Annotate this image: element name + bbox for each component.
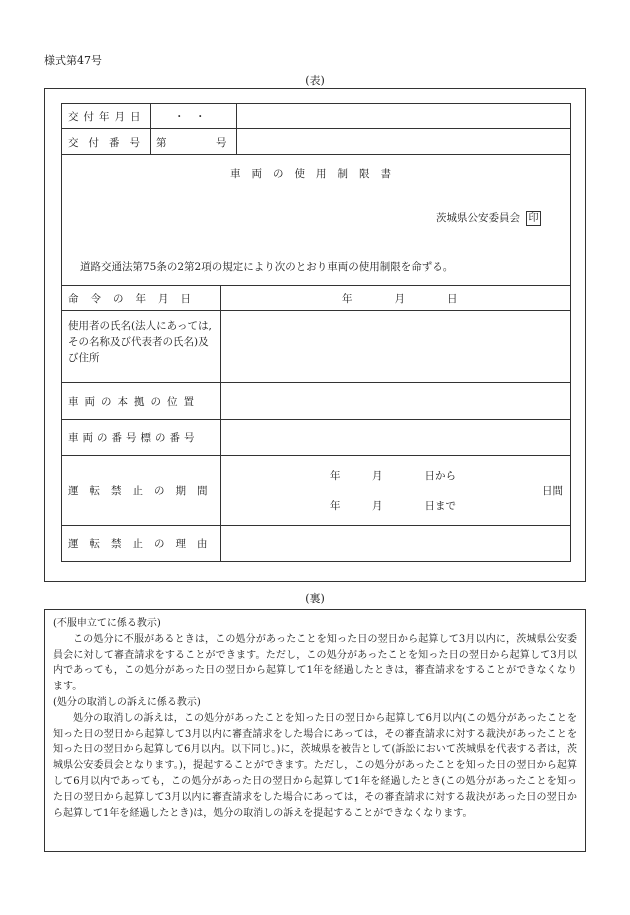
prohibition-period-label: 運転禁止の期間: [68, 485, 219, 497]
user-label: 使用者の氏名(法人にあっては,その名称及び代表者の氏名)及び住所: [68, 320, 212, 364]
back-side-label: (裏): [305, 592, 325, 605]
form-number: 様式第47号: [44, 54, 102, 67]
prohibition-reason-label: 運転禁止の理由: [68, 538, 219, 550]
issuer-line: [436, 210, 541, 226]
issue-number-prefix: 第: [156, 137, 167, 149]
order-statement: 道路交通法第75条の2第2項の規定により次のとおり車両の使用制限を命ずる。: [80, 261, 454, 273]
appeal-paragraph: この処分に不服があるときは，この処分があったことを知った日の翌日から起算して3月以内に，茨城県公安委員会に対して審査請求をすることができます。ただし，この処分があったことを知った日の翌日から起算して3月以内であっても，この処分があった日の翌日から起算して1年を経過したときは，審査請求をすることができなくなります。: [53, 633, 577, 693]
front-form-table: [61, 103, 571, 562]
issue-number-label: 交付番号: [68, 137, 150, 149]
appeal-heading: (不服申立てに係る教示): [53, 618, 161, 629]
issue-number-suffix: 号: [216, 137, 227, 149]
plate-number-label: 車両の番号標の番号: [68, 432, 199, 444]
period-days: 日間: [542, 485, 563, 497]
period-from: 年 月 日から: [330, 470, 456, 482]
document-title: 車両の使用制限書: [230, 168, 402, 180]
issuer-name: 茨城県公安委員会: [436, 212, 520, 224]
issue-date-value: ・ ・: [174, 111, 206, 123]
issue-date-label: 交付年月日: [68, 111, 146, 123]
seal-mark: 印: [526, 211, 541, 226]
order-date-label: 命令の年月日: [68, 293, 203, 305]
base-location-label: 車両の本拠の位置: [68, 396, 200, 408]
lawsuit-heading: (処分の取消しの訴えに係る教示): [53, 696, 201, 708]
period-to: 年 月 日まで: [330, 500, 456, 512]
back-notice-box: [44, 609, 586, 852]
order-date-value: 年 月 日: [342, 293, 458, 305]
lawsuit-paragraph: 処分の取消しの訴えは，この処分があったことを知った日の翌日から起算して6月以内(この処分があったことを知った日の翌日から起算して3月以内に審査請求をした場合にあっては，その審査請求に対する裁決があったことを知った日の翌日から起算して6月以内。以下同じ。)に，茨城県を被告として(訴訟において茨城県を代表する者は，茨城県公安委員会となります。)，提起することができます。ただし，この処分があったことを知った日の翌日から起算して6月以内であっても，この処分があった日の翌日から起算して1年を経過したとき(この処分があったことを知った日の翌日から起算して3月以内に審査請求をした場合にあっては，その審査請求に対する裁決があった日の翌日から起算して1年を経過したとき)は，処分の取消しの訴えを提起することができなくなります。: [53, 712, 577, 819]
front-side-label: (表): [305, 74, 325, 87]
